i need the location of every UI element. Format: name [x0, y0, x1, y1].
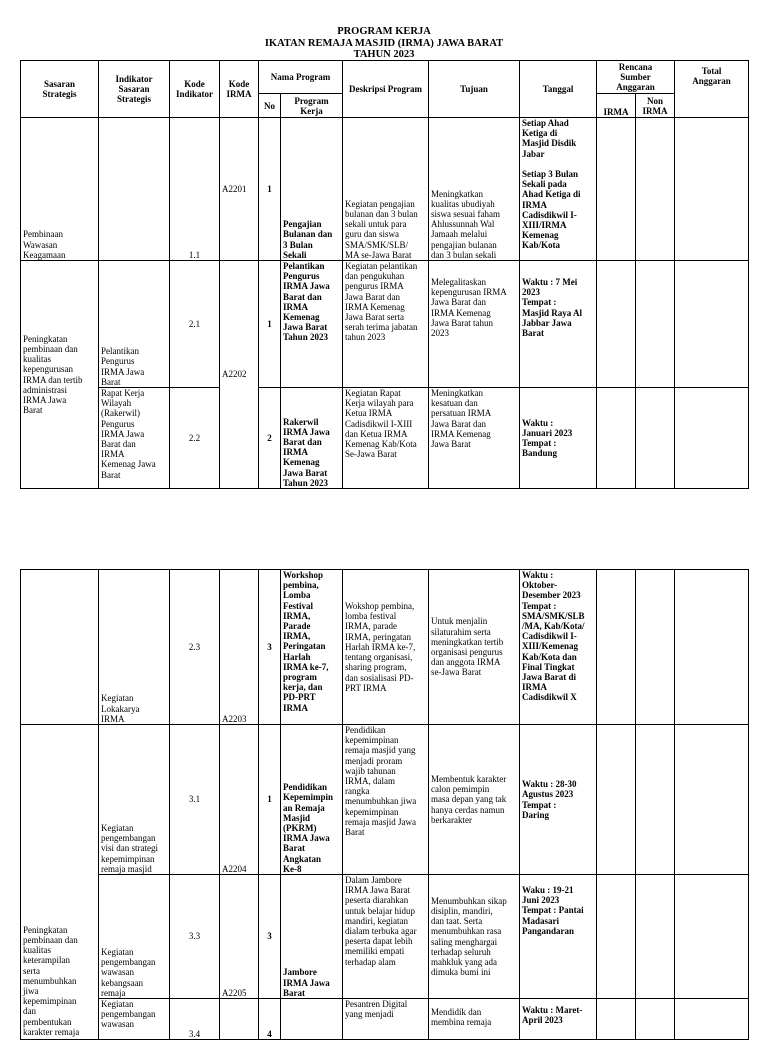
tujuan-cell: Menumbuhkan sikap disiplin, mandiri, dan taat. Serta menumbuhkan rasa saling menghargai terhadap seluruh mahkluk yang ada dimuka bumi ini	[429, 875, 520, 999]
col-nama-program-header: Nama Program	[259, 61, 343, 94]
total-amount-cell	[675, 875, 749, 999]
irma-amount-cell	[597, 388, 636, 489]
col-kode-indikator-header: Kode Indikator	[170, 61, 220, 118]
tanggal-cell: Waktu : 28-30 Agustus 2023 Tempat : Daring	[520, 725, 597, 875]
table-row	[21, 261, 749, 388]
col-total-header: Total Anggaran	[675, 61, 749, 118]
sasaran-cell: Peningkatan pembinaan dan kualitas keterampilan serta menumbuhkan jiwa kepemimpinan dan pembentukan karakter remaja	[21, 725, 99, 1040]
doc-title-line1: PROGRAM KERJA	[337, 26, 431, 37]
sasaran-cell: Peningkatan pembinaan dan kualitas kepengurusan IRMA dan tertib administrasi IRMA Jawa Barat	[21, 261, 99, 489]
indikator-cell: Kegiatan pengembangan visi dan strategi kepemimpinan remaja masjid	[99, 725, 170, 875]
irma-amount-cell	[597, 261, 636, 388]
indikator-cell: Rapat Kerja Wilayah (Rakerwil) Pengurus IRMA Jawa Barat dan IRMA Kemenag Jawa Barat	[99, 388, 170, 489]
total-amount-cell	[675, 999, 749, 1040]
no-cell: 1	[259, 261, 281, 388]
col-tanggal-header: Tanggal	[520, 61, 597, 118]
col-sasaran-header: Sasaran Strategis	[21, 61, 99, 118]
no-cell: 1	[259, 118, 281, 261]
kode-indikator-cell: 3.1	[170, 725, 220, 875]
kode-irma-cell: A2201	[220, 118, 259, 261]
table-row	[21, 570, 749, 725]
total-amount-cell	[675, 725, 749, 875]
deskripsi-cell: Wokshop pembina, lomba festival IRMA, parade IRMA, peringatan Harlah IRMA ke-7, tentang organisasi, sharing program, dan sosialisasi PD- PRT IRMA	[343, 570, 429, 725]
col-program-kerja-header: Program Kerja	[281, 94, 343, 118]
sasaran-cell: Pembinaan Wawasan Keagamaan	[21, 118, 99, 261]
program-cell: Jambore IRMA Jawa Barat	[281, 875, 343, 999]
no-cell: 1	[259, 725, 281, 875]
program-cell	[281, 999, 343, 1040]
deskripsi-cell: Kegiatan pelantikan dan pengukuhan pengurus IRMA Jawa Barat dan IRMA Kemenag Jawa Barat serta serah terima jabatan tahun 2023	[343, 261, 429, 388]
tanggal-cell: Waktu : Maret- April 2023	[520, 999, 597, 1040]
col-deskripsi-header: Deskripsi Program	[343, 61, 429, 118]
kode-irma-cell: A2205	[220, 875, 259, 999]
tujuan-cell: Membentuk karakter calon pemimpin masa depan yang tak hanya cerdas namun berkarakter	[429, 725, 520, 875]
col-kode-irma-header: Kode IRMA	[220, 61, 259, 118]
irma-amount-cell	[597, 875, 636, 999]
kode-irma-cell: A2202	[220, 261, 259, 489]
tanggal-cell: Waktu : Oktober- Desember 2023 Tempat : SMA/SMK/SLB /MA, Kab/Kota/ Cadisdikwil I- XIII/Kemenag Kab/Kota dan Final Tingkat Jawa Barat di IRMA Cadisdikwil X	[520, 570, 597, 725]
total-amount-cell	[675, 570, 749, 725]
kode-indikator-cell: 3.4	[170, 999, 220, 1040]
col-rencana-header: Rencana Sumber Anggaran	[597, 61, 675, 94]
deskripsi-cell: Pendidikan kepemimpinan remaja masjid yang menjadi proram wajib tahunan IRMA, dalam rangka menumbuhkan jiwa kepemimpinan remaja masjid Jawa Barat	[343, 725, 429, 875]
program-cell: Workshop pembina, Lomba Festival IRMA, Parade IRMA, Peringatan Harlah IRMA ke-7, program kerja, dan PD-PRT IRMA	[281, 570, 343, 725]
table-row	[21, 875, 749, 999]
non-irma-amount-cell	[636, 875, 675, 999]
total-amount-cell	[675, 261, 749, 388]
non-irma-amount-cell	[636, 570, 675, 725]
col-indikator-header: Indikator Sasaran Strategis	[99, 61, 170, 118]
non-irma-amount-cell	[636, 388, 675, 489]
irma-amount-cell	[597, 570, 636, 725]
kode-irma-cell: A2204	[220, 725, 259, 875]
total-amount-cell	[675, 118, 749, 261]
irma-amount-cell	[597, 999, 636, 1040]
no-cell: 3	[259, 570, 281, 725]
program-cell: Pengajian Bulanan dan 3 Bulan Sekali	[281, 118, 343, 261]
deskripsi-cell: Kegiatan pengajian bulanan dan 3 bulan sekali untuk para guru dan siswa SMA/SMK/SLB/ MA se-Jawa Barat	[343, 118, 429, 261]
indikator-cell: Kegiatan pengembangan wawasan kebangsaan remaja	[99, 875, 170, 999]
non-irma-amount-cell	[636, 118, 675, 261]
tanggal-cell: Setiap Ahad Ketiga di Masjid Disdik Jabar Setiap 3 Bulan Sekali pada Ahad Ketiga di IRMA Cadisdikwil I- XIII/IRMA Kemenag Kab/Kota	[520, 118, 597, 261]
doc-title-line2: IKATAN REMAJA MASJID (IRMA) JAWA BARAT	[264, 38, 504, 49]
col-tujuan-header: Tujuan	[429, 61, 520, 118]
table-row	[21, 388, 749, 489]
non-irma-amount-cell	[636, 261, 675, 388]
deskripsi-cell: Kegiatan Rapat Kerja wilayah para Ketua IRMA Cadisdikwil I-XIII dan Ketua IRMA Kemenag Kab/Kota Se-Jawa Barat	[343, 388, 429, 489]
irma-amount-cell	[597, 118, 636, 261]
sasaran-cell	[21, 570, 99, 725]
tujuan-cell: Meningkatkan kualitas ubudiyah siswa sesuai faham Ahlussunnah Wal Jamaah melalui pengajian bulanan dan 3 bulan sekali	[429, 118, 520, 261]
tujuan-cell: Untuk menjalin silaturahim serta meningkatkan tertib organisasi pengurus dan anggota IRMA se-Jawa Barat	[429, 570, 520, 725]
tanggal-cell: Waktu : Januari 2023 Tempat : Bandung	[520, 388, 597, 489]
col-non-irma-header: Non IRMA	[636, 94, 675, 118]
col-no-header: No	[259, 94, 281, 118]
total-amount-cell	[675, 388, 749, 489]
no-cell: 2	[259, 388, 281, 489]
table-row	[21, 999, 749, 1040]
program-table-part2	[20, 569, 749, 1040]
deskripsi-cell: Pesantren Digital yang menjadi	[343, 999, 429, 1040]
kode-indikator-cell: 2.3	[170, 570, 220, 725]
table-row	[21, 118, 749, 261]
kode-irma-cell: A2203	[220, 570, 259, 725]
kode-indikator-cell: 2.2	[170, 388, 220, 489]
deskripsi-cell: Dalam Jambore IRMA Jawa Barat peserta diarahkan untuk belajar hidup mandiri, kegiatan dialam terbuka agar peserta dapat lebih memiliki empati terhadap alam	[343, 875, 429, 999]
tujuan-cell: Melegalitaskan kepengurusan IRMA Jawa Barat dan IRMA Kemenag Jawa Barat tahun 2023	[429, 261, 520, 388]
non-irma-amount-cell	[636, 725, 675, 875]
table-row	[21, 725, 749, 875]
program-cell: Rakerwil IRMA Jawa Barat dan IRMA Kemenag Jawa Barat Tahun 2023	[281, 388, 343, 489]
kode-irma-cell	[220, 999, 259, 1040]
no-cell: 3	[259, 875, 281, 999]
col-irma-header: IRMA	[597, 94, 636, 118]
indikator-cell: Pelantikan Pengurus IRMA Jawa Barat	[99, 261, 170, 388]
tanggal-cell: Waku : 19-21 Juni 2023 Tempat : Pantai Madasari Pangandaran	[520, 875, 597, 999]
program-cell: Pendidikan Kepemimpin an Remaja Masjid (PKRM) IRMA Jawa Barat Angkatan Ke-8	[281, 725, 343, 875]
kode-indikator-cell: 3.3	[170, 875, 220, 999]
tujuan-cell: Mendidik dan membina remaja	[429, 999, 520, 1040]
indikator-cell: Kegiatan Lokakarya IRMA	[99, 570, 170, 725]
no-cell: 4	[259, 999, 281, 1040]
kode-indikator-cell: 2.1	[170, 261, 220, 388]
program-table-part1	[20, 60, 749, 489]
tanggal-cell: Waktu : 7 Mei 2023 Tempat : Masjid Raya Al Jabbar Jawa Barat	[520, 261, 597, 388]
program-cell: Pelantikan Pengurus IRMA Jawa Barat dan IRMA Kemenag Jawa Barat Tahun 2023	[281, 261, 343, 388]
irma-amount-cell	[597, 725, 636, 875]
kode-indikator-cell: 1.1	[170, 118, 220, 261]
indikator-cell	[99, 118, 170, 261]
indikator-cell: Kegiatan pengembangan wawasan	[99, 999, 170, 1040]
non-irma-amount-cell	[636, 999, 675, 1040]
doc-title-line3: TAHUN 2023	[353, 49, 415, 60]
tujuan-cell: Meningkatkan kesatuan dan persatuan IRMA Jawa Barat dan IRMA Kemenag Jawa Barat	[429, 388, 520, 489]
